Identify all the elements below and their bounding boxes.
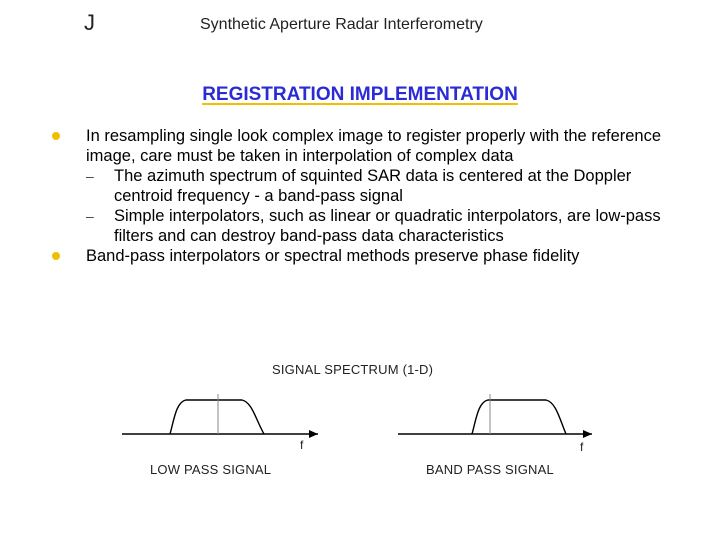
- sub-bullet-item: [50, 206, 670, 246]
- slide-title: REGISTRATION IMPLEMENTATION: [202, 84, 518, 105]
- sub-bullet-text: Simple interpolators, such as linear or quadratic interpolators, are low-pass filters and can destroy band-pass data characteristics: [114, 207, 661, 245]
- spectrum-diagram: [0, 350, 720, 490]
- band-pass-axis-label: f: [580, 440, 584, 454]
- band-pass-spectrum-curve: [472, 400, 566, 434]
- sub-bullet-item: [50, 166, 670, 206]
- bullet-dot-icon: [52, 252, 60, 260]
- bullet-list: [50, 126, 670, 266]
- low-pass-plot: [122, 394, 318, 438]
- spectrum-figure: [0, 350, 720, 490]
- low-pass-axis-label: f: [300, 438, 304, 452]
- dash-icon: –: [86, 208, 94, 224]
- dash-icon: –: [86, 168, 94, 184]
- bullet-item: [50, 126, 670, 166]
- bullet-dot-icon: [52, 132, 60, 140]
- band-pass-label: BAND PASS SIGNAL: [426, 462, 554, 477]
- band-pass-plot: [398, 394, 592, 438]
- header-logo-mark: J: [84, 10, 95, 35]
- header-title: Synthetic Aperture Radar Interferometry: [200, 16, 483, 33]
- figure-title: SIGNAL SPECTRUM (1-D): [272, 362, 434, 377]
- bullet-text: In resampling single look complex image to register properly with the reference image, care must be taken in interpolation of complex data: [86, 127, 662, 165]
- bullet-item: [50, 246, 670, 266]
- low-pass-label: LOW PASS SIGNAL: [150, 462, 272, 477]
- band-pass-axis-arrow: [583, 430, 592, 438]
- low-pass-axis-arrow: [309, 430, 318, 438]
- low-pass-spectrum-curve: [170, 400, 264, 434]
- bullet-text: Band-pass interpolators or spectral methods preserve phase fidelity: [86, 247, 580, 265]
- sub-bullet-text: The azimuth spectrum of squinted SAR data is centered at the Doppler centroid frequency - a band-pass signal: [114, 167, 632, 205]
